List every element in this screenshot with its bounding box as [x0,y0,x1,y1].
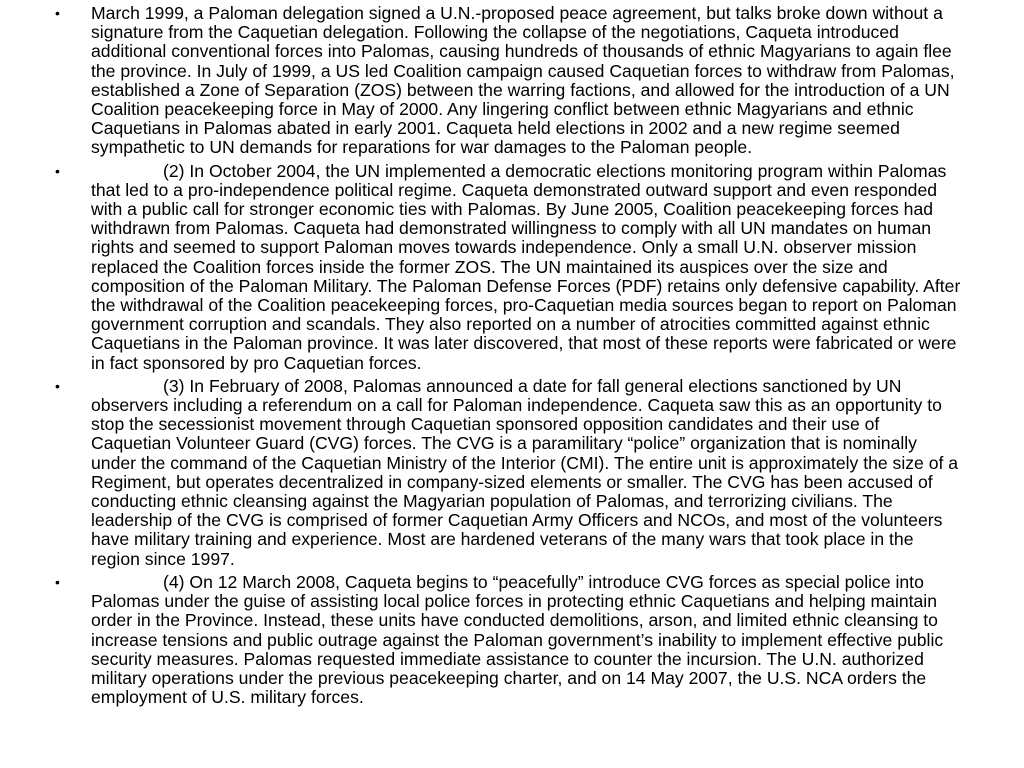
paragraph-1-text: March 1999, a Paloman delegation signed a U.N.-proposed peace agreement, but talks broke down without a signature from the Caquetian delegation. Following the collapse of the negotiations, Caqueta introduced additional conventional forces into Palomas, causing hundreds of thousands of ethnic Magyarians to again flee the province. In July of 1999, a US led Coalition campaign caused Caquetian forces to withdraw from Palomas, established a Zone of Separation (ZOS) between the warring factions, and allowed for the introduction of a UN Coalition peacekeeping force in May of 2000. Any lingering conflict between ethnic Magyarians and ethnic Caquetians in Palomas abated in early 2001. Caqueta held elections in 2002 and a new regime seemed sympathetic to UN demands for reparations for war damages to the Paloman people. [91,3,955,158]
paragraph-3-number: (3) [163,375,185,396]
bullet-list [0,4,1024,711]
paragraph-4 [0,573,1024,707]
paragraph-2-text: In October 2004, the UN implemented a democratic elections monitoring program within Palomas that led to a pro-independence political regime. Caqueta demonstrated outward support and even responded with a public call for stronger economic ties with Palomas. By June 2005, Coalition peacekeeping forces had withdrawn from Palomas. Caqueta had demonstrated willingness to comply with all UN mandates on human rights and seemed to support Paloman moves towards independence. Only a small U.N. observer mission replaced the Coalition forces inside the former ZOS. The UN maintained its auspices over the size and composition of the Paloman Military. The Paloman Defense Forces (PDF) retains only defensive capability. After the withdrawal of the Coalition peacekeeping forces, pro-Caquetian media sources began to report on Paloman government corruption and scandals. They also reported on a number of atrocities committed against ethnic Caquetians in the Paloman province. It was later discovered, that most of these reports were fabricated or were in fact sponsored by pro Caquetian forces. [91,160,961,373]
bullet-icon: • [55,162,60,179]
bullet-icon: • [55,377,60,394]
bullet-icon: • [55,573,60,590]
paragraph-2-number: (2) [163,160,185,181]
paragraph-4-number: (4) [163,571,185,592]
paragraph-3 [0,377,1024,569]
paragraph-4-text: On 12 March 2008, Caqueta begins to “peacefully” introduce CVG forces as special police into Palomas under the guise of assisting local police forces in protecting ethnic Caquetians and helping maintain order in the Province. Instead, these units have conducted demolitions, arson, and limited ethnic cleansing to increase tensions and public outrage against the Paloman government’s inability to implement effective public security measures. Palomas requested immediate assistance to counter the incursion. The U.N. authorized military operations under the previous peacekeeping charter, and on 14 May 2007, the U.S. NCA orders the employment of U.S. military forces. [91,571,944,708]
paragraph-3-text: In February of 2008, Palomas announced a date for fall general elections sanctioned by UN observers including a referendum on a call for Paloman independence. Caqueta saw this as an opportunity to stop the secessionist movement through Caquetian sponsored opposition candidates and their use of Caquetian Volunteer Guard (CVG) forces. The CVG is a paramilitary “police” organization that is nominally under the command of the Caquetian Ministry of the Interior (CMI). The entire unit is approximately the size of a Regiment, but operates decentralized in company-sized elements or smaller. The CVG has been accused of conducting ethnic cleansing against the Magyarian population of Palomas, and terrorizing civilians. The leadership of the CVG is comprised of former Caquetian Army Officers and NCOs, and most of the volunteers have military training and experience. Most are hardened veterans of the many wars that took place in the region since 1997. [91,375,959,569]
bullet-icon: • [55,5,60,21]
paragraph-2 [0,162,1024,373]
paragraph-1 [0,4,1024,158]
